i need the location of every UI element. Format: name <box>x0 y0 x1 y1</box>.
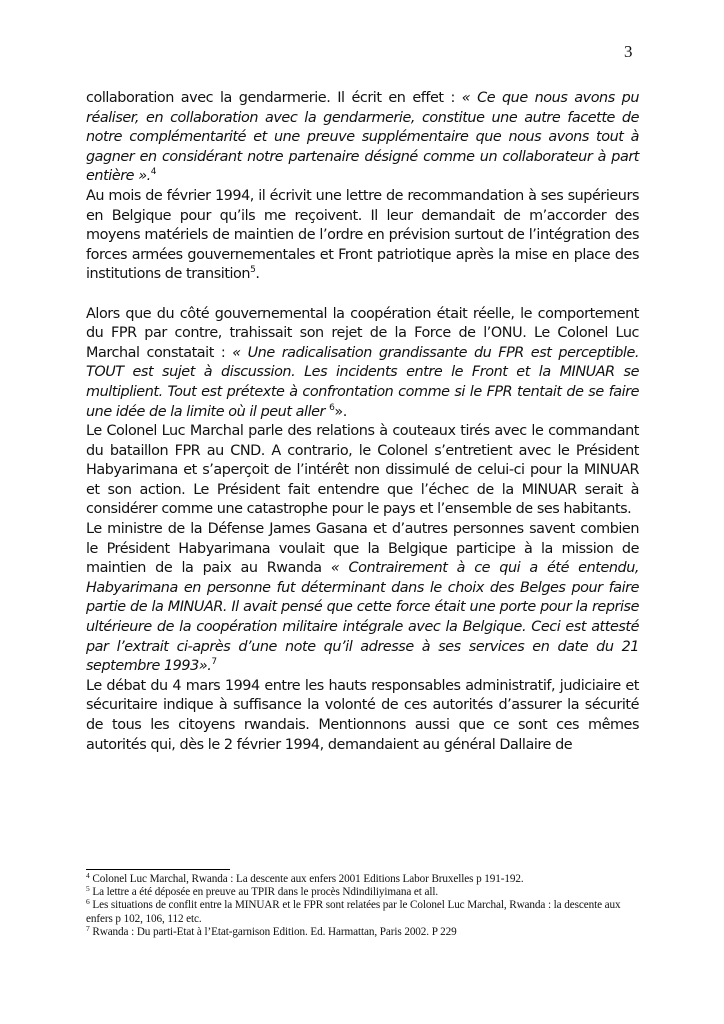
footnote-ref[interactable]: 6 <box>329 402 335 413</box>
body-text <box>86 89 639 755</box>
footnote: $^7$ Rwanda : Du parti-Etat à l’Etat-garnison Edition. Ed. Harmattan, Paris 2002. P 229 <box>86 923 457 938</box>
paragraph: Au mois de février 1994, il écrivit une lettre de recommandation à ses supérieurs en Belgique pour qu’ils me reçoivent. Il leur demandait de m’accorder des moyens matériels de maintien de l’ordre en prévision surtout de l’intégration des forces armées gouvernementales et Front patriotique après la mise en place des institutions de transition$^5$. <box>86 187 639 283</box>
footnote-number: 7 <box>86 923 90 933</box>
footnotes <box>86 873 639 939</box>
paragraph: collaboration avec la gendarmerie. Il écrit en effet : « Ce que nous avons pu réaliser, en collaboration avec la gendarmerie, constitue une autre facette de notre complémentarité et une preuve supplémentaire que nous avons tout à gagner en considérant notre partenaire désigné comme un collaborateur à part entière ».$^4$ <box>86 90 640 185</box>
quotation: « Ce que nous avons pu réaliser, en collaboration avec la gendarmerie, constitue une autre facette de notre complémentarité et une preuve supplémentaire que nous avons tout à gagner en considérant notre partenaire désigné comme un collaborateur à part entière ». <box>86 90 640 185</box>
footnote-number: 6 <box>86 897 90 907</box>
paragraph: Le Colonel Luc Marchal parle des relations à couteaux tirés avec le commandant du bataillon FPR au CND. A contrario, le Colonel s’entretient avec le Président Habyarimana et s’aperçoit de l’intérêt non dissimulé de celui-ci pour la MINUAR et son action. Le Président fait entendre que l’échec de la MINUAR serait à considérer comme une catastrophe pour le pays et l’ensemble de ses habitants. <box>86 423 639 518</box>
footnote-number: 4 <box>86 871 90 880</box>
paragraph: Le ministre de la Défense James Gasana et d’autres personnes savent combien le Président Habyarimana voulait que la Belgique participe à la mission de maintien de la paix au Rwanda « Contrairement à ce qui a été entendu, Habyarimana en personne fut déterminant dans le choix des Belges pour faire partie de la MINUAR. Il avait pensé que cette force était une porte pour la reprise ultérieure de la coopération militaire intégrale avec la Belgique. Ceci est attesté par l’extrait ci-après d’une note qu’il adresse à ses services en date du 21 septembre 1993».$^7$ <box>86 521 639 675</box>
footnote: $^5$ La lettre a été déposée en preuve au TPIR dans le procès Ndindiliyimana et all. <box>86 884 439 899</box>
paragraph: Le débat du 4 mars 1994 entre les hauts responsables administratif, judiciaire et sécuritaire indique à suffisance la volonté de ces autorités d’assurer la sécurité de tous les citoyens rwandais. Mentionnons aussi que ce sont ces mêmes autorités qui, dès le 2 février 1994, demandaient au général Dallaire de <box>86 677 639 753</box>
footnote-ref[interactable]: 5 <box>250 265 256 276</box>
footnote: $^6$ Les situations de conflit entre la MINUAR et le FPR sont relatées par le Colonel Luc Marchal, Rwanda : la descente aux enfers p 102, 106, 112 etc. <box>86 897 621 925</box>
quotation: « Contrairement à ce qui a été entendu, Habyarimana en personne fut déterminant dans le choix des Belges pour faire partie de la MINUAR. Il avait pensé que cette force était une porte pour la reprise ultérieure de la coopération militaire intégrale avec la Belgique. Ceci est attesté par l’extrait ci-après d’une note qu’il adresse à ses services en date du 21 septembre 1993». <box>86 560 639 675</box>
page-number: 3 <box>624 42 633 61</box>
footnote-number: 5 <box>86 884 90 894</box>
footnote-separator <box>86 869 230 870</box>
footnote: $^4$ Colonel Luc Marchal, Rwanda : La descente aux enfers 2001 Editions Labor Bruxelles p 191-192. <box>86 871 524 885</box>
quotation: « Une radicalisation grandissante du FPR est perceptible. TOUT est sujet à discussion. Les incidents entre le Front et la MINUAR se multiplient. Tout est prétexte à confrontation comme si le FPR tentait de se faire une idée de la limite où il peut aller <box>86 344 640 420</box>
footnote-ref[interactable]: 7 <box>211 657 217 668</box>
paragraph: Alors que du côté gouvernemental la coopération était réelle, le comportement du FPR par contre, trahissait son rejet de la Force de l’ONU. Le Colonel Luc Marchal constatait : « Une radicalisation grandissante du FPR est perceptible. TOUT est sujet à discussion. Les incidents entre le Front et la MINUAR se multiplient. Tout est prétexte à confrontation comme si le FPR tentait de se faire une idée de la limite où il peut aller $^6$». <box>86 305 640 420</box>
footnote-ref[interactable]: 4 <box>150 167 157 178</box>
